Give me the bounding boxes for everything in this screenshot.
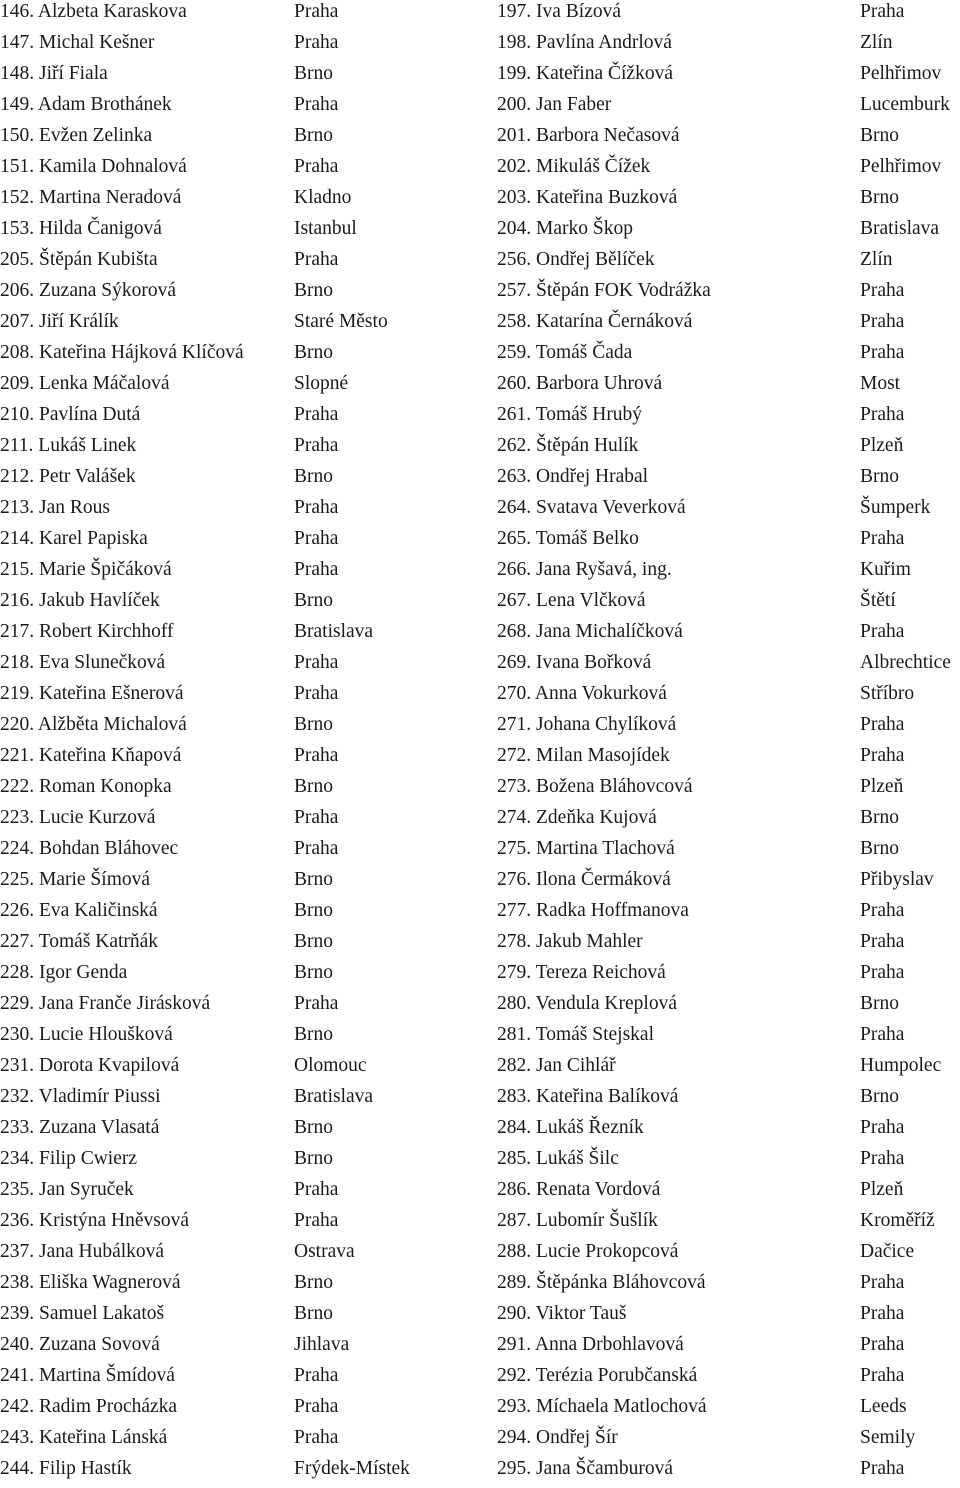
person-name: 257. Štěpán FOK Vodrážka — [497, 280, 711, 301]
person-name: 148. Jiří Fiala — [0, 63, 108, 84]
person-name: 238. Eliška Wagnerová — [0, 1272, 181, 1293]
person-city: Praha — [860, 962, 905, 983]
person-city: Pelhřimov — [860, 156, 942, 177]
person-city: Dačice — [860, 1241, 915, 1262]
person-city: Istanbul — [294, 218, 357, 239]
person-city: Brno — [294, 342, 333, 363]
person-name: 268. Jana Michalíčková — [497, 621, 683, 642]
person-city: Bratislava — [294, 1086, 374, 1107]
person-name: 150. Evžen Zelinka — [0, 125, 153, 146]
person-city: Praha — [294, 1, 339, 22]
person-name: 212. Petr Valášek — [0, 466, 136, 487]
person-name: 260. Barbora Uhrová — [497, 373, 663, 394]
person-name: 231. Dorota Kvapilová — [0, 1055, 180, 1076]
person-city: Praha — [860, 1458, 905, 1479]
person-name: 207. Jiří Králík — [0, 311, 119, 332]
person-name: 229. Jana Franče Jirásková — [0, 993, 211, 1014]
person-city: Praha — [860, 1272, 905, 1293]
person-name: 153. Hilda Čanigová — [0, 218, 162, 239]
person-city: Pelhřimov — [860, 63, 942, 84]
person-name: 282. Jan Cihlář — [497, 1055, 616, 1076]
person-city: Praha — [860, 1334, 905, 1355]
person-city: Brno — [294, 776, 333, 797]
person-city: Brno — [294, 125, 333, 146]
person-name: 197. Iva Bízová — [497, 1, 622, 22]
person-name: 213. Jan Rous — [0, 497, 110, 518]
person-name: 280. Vendula Kreplová — [497, 993, 677, 1014]
person-city: Praha — [860, 1303, 905, 1324]
person-city: Slopné — [294, 373, 349, 394]
person-name: 205. Štěpán Kubišta — [0, 249, 158, 270]
person-name: 259. Tomáš Čada — [497, 342, 633, 363]
person-name: 209. Lenka Máčalová — [0, 373, 170, 394]
person-name: 234. Filip Cwierz — [0, 1148, 138, 1169]
person-city: Praha — [294, 1210, 339, 1231]
person-name: 215. Marie Špičáková — [0, 559, 172, 580]
person-city: Brno — [294, 1024, 333, 1045]
person-name: 221. Kateřina Kňapová — [0, 745, 182, 766]
person-name: 271. Johana Chylíková — [497, 714, 677, 735]
person-city: Šumperk — [860, 497, 931, 518]
person-name: 288. Lucie Prokopcová — [497, 1241, 679, 1262]
person-city: Štětí — [860, 590, 896, 611]
person-city: Brno — [294, 1303, 333, 1324]
person-name: 275. Martina Tlachová — [497, 838, 675, 859]
person-name: 281. Tomáš Stejskal — [497, 1024, 654, 1045]
person-name: 202. Mikuláš Čížek — [497, 156, 651, 177]
person-city: Brno — [294, 1148, 333, 1169]
person-city: Praha — [294, 683, 339, 704]
person-city: Frýdek-Místek — [294, 1458, 410, 1479]
person-name: 210. Pavlína Dutá — [0, 404, 141, 425]
person-name: 242. Radim Procházka — [0, 1396, 178, 1417]
person-name: 278. Jakub Mahler — [497, 931, 643, 952]
person-city: Praha — [860, 1148, 905, 1169]
person-city: Bratislava — [294, 621, 374, 642]
person-city: Zlín — [860, 249, 893, 270]
person-city: Praha — [294, 497, 339, 518]
person-city: Praha — [294, 156, 339, 177]
person-city: Praha — [294, 838, 339, 859]
person-name: 152. Martina Neradová — [0, 187, 182, 208]
person-city: Praha — [294, 993, 339, 1014]
person-name: 228. Igor Genda — [0, 962, 128, 983]
person-name: 216. Jakub Havlíček — [0, 590, 160, 611]
person-city: Brno — [860, 807, 899, 828]
person-name: 295. Jana Ščamburová — [497, 1458, 673, 1479]
person-city: Praha — [860, 931, 905, 952]
person-city: Brno — [294, 1272, 333, 1293]
person-city: Praha — [860, 280, 905, 301]
person-name: 206. Zuzana Sýkorová — [0, 280, 176, 301]
person-city: Brno — [294, 869, 333, 890]
person-city: Brno — [860, 1086, 899, 1107]
person-city: Brno — [294, 280, 333, 301]
person-city: Staré Město — [294, 311, 388, 332]
person-name: 265. Tomáš Belko — [497, 528, 639, 549]
person-city: Brno — [294, 714, 333, 735]
person-city: Praha — [294, 32, 339, 53]
person-name: 279. Tereza Reichová — [497, 962, 666, 983]
person-city: Brno — [860, 187, 899, 208]
person-city: Brno — [860, 125, 899, 146]
person-city: Praha — [294, 1396, 339, 1417]
person-name: 151. Kamila Dohnalová — [0, 156, 187, 177]
person-city: Most — [860, 373, 901, 394]
person-city: Praha — [294, 404, 339, 425]
person-city: Kroměříž — [860, 1210, 935, 1231]
person-city: Leeds — [860, 1396, 907, 1417]
person-name: 220. Alžběta Michalová — [0, 714, 187, 735]
person-city: Praha — [294, 1179, 339, 1200]
person-name: 198. Pavlína Andrlová — [497, 32, 672, 53]
person-name: 146. Alzbeta Karaskova — [0, 1, 187, 22]
person-city: Kuřim — [860, 559, 911, 580]
person-name: 286. Renata Vordová — [497, 1179, 661, 1200]
person-city: Brno — [294, 931, 333, 952]
person-name: 284. Lukáš Řezník — [497, 1117, 644, 1138]
person-name: 264. Svatava Veverková — [497, 497, 686, 518]
person-name: 287. Lubomír Šušlík — [497, 1210, 658, 1231]
person-name: 241. Martina Šmídová — [0, 1365, 175, 1386]
person-name: 261. Tomáš Hrubý — [497, 404, 643, 425]
person-city: Praha — [860, 1117, 905, 1138]
person-city: Praha — [294, 528, 339, 549]
person-city: Praha — [860, 311, 905, 332]
person-city: Bratislava — [860, 218, 940, 239]
person-name: 273. Božena Bláhovcová — [497, 776, 693, 797]
person-name: 266. Jana Ryšavá, ing. — [497, 559, 672, 580]
person-name: 208. Kateřina Hájková Klíčová — [0, 342, 244, 363]
person-city: Albrechtice — [860, 652, 951, 673]
person-city: Praha — [860, 1, 905, 22]
person-name: 239. Samuel Lakatoš — [0, 1303, 165, 1324]
person-city: Praha — [294, 1427, 339, 1448]
person-city: Plzeň — [860, 776, 904, 797]
person-city: Praha — [860, 745, 905, 766]
person-name: 219. Kateřina Ešnerová — [0, 683, 184, 704]
person-name: 214. Karel Papiska — [0, 528, 148, 549]
person-city: Brno — [294, 466, 333, 487]
person-name: 263. Ondřej Hrabal — [497, 466, 649, 487]
person-name: 237. Jana Hubálková — [0, 1241, 165, 1262]
person-name: 289. Štěpánka Bláhovcová — [497, 1272, 706, 1293]
person-city: Humpolec — [860, 1055, 942, 1076]
person-city: Stříbro — [860, 683, 915, 704]
person-name: 235. Jan Syruček — [0, 1179, 134, 1200]
person-city: Kladno — [294, 187, 352, 208]
person-city: Brno — [860, 993, 899, 1014]
person-name: 201. Barbora Nečasová — [497, 125, 680, 146]
person-name: 224. Bohdan Bláhovec — [0, 838, 179, 859]
person-city: Praha — [860, 621, 905, 642]
person-name: 283. Kateřina Balíková — [497, 1086, 679, 1107]
person-city: Brno — [294, 900, 333, 921]
person-city: Jihlava — [294, 1334, 350, 1355]
person-name: 291. Anna Drbohlavová — [497, 1334, 684, 1355]
person-name: 256. Ondřej Bělíček — [497, 249, 655, 270]
person-name: 147. Michal Kešner — [0, 32, 155, 53]
person-city: Praha — [294, 745, 339, 766]
person-city: Praha — [294, 807, 339, 828]
person-name: 262. Štěpán Hulík — [497, 435, 639, 456]
person-city: Zlín — [860, 32, 893, 53]
person-city: Semily — [860, 1427, 916, 1448]
person-city: Brno — [294, 63, 333, 84]
person-name: 233. Zuzana Vlasatá — [0, 1117, 160, 1138]
person-city: Praha — [860, 1024, 905, 1045]
person-name: 211. Lukáš Linek — [0, 435, 137, 456]
person-name: 244. Filip Hastík — [0, 1458, 132, 1479]
person-city: Praha — [294, 652, 339, 673]
person-name: 200. Jan Faber — [497, 94, 612, 115]
person-city: Praha — [294, 94, 339, 115]
person-city: Přibyslav — [860, 869, 934, 890]
person-name: 274. Zdeňka Kujová — [497, 807, 657, 828]
person-name: 226. Eva Kaličinská — [0, 900, 158, 921]
person-name: 258. Katarína Černáková — [497, 311, 693, 332]
person-city: Brno — [294, 1117, 333, 1138]
person-city: Brno — [860, 838, 899, 859]
person-name: 204. Marko Škop — [497, 218, 633, 239]
person-city: Plzeň — [860, 435, 904, 456]
person-city: Praha — [860, 900, 905, 921]
person-city: Plzeň — [860, 1179, 904, 1200]
person-city: Ostrava — [294, 1241, 355, 1262]
person-name: 223. Lucie Kurzová — [0, 807, 156, 828]
person-city: Brno — [860, 466, 899, 487]
person-name: 232. Vladimír Piussi — [0, 1086, 161, 1107]
person-city: Praha — [860, 528, 905, 549]
person-name: 230. Lucie Hloušková — [0, 1024, 173, 1045]
person-city: Praha — [294, 249, 339, 270]
person-name: 218. Eva Slunečková — [0, 652, 166, 673]
person-city: Olomouc — [294, 1055, 367, 1076]
person-city: Praha — [294, 1365, 339, 1386]
person-name: 217. Robert Kirchhoff — [0, 621, 174, 642]
person-name: 292. Terézia Porubčanská — [497, 1365, 698, 1386]
person-name: 272. Milan Masojídek — [497, 745, 670, 766]
person-name: 236. Kristýna Hněvsová — [0, 1210, 190, 1231]
person-city: Praha — [294, 559, 339, 580]
person-city: Praha — [860, 404, 905, 425]
person-name: 203. Kateřina Buzková — [497, 187, 678, 208]
person-name: 294. Ondřej Šír — [497, 1427, 618, 1448]
person-name: 277. Radka Hoffmanova — [497, 900, 689, 921]
person-city: Brno — [294, 962, 333, 983]
person-city: Brno — [294, 590, 333, 611]
person-city: Lucemburk — [860, 94, 950, 115]
person-city: Praha — [294, 435, 339, 456]
person-name: 293. Míchaela Matlochová — [497, 1396, 707, 1417]
person-name: 267. Lena Vlčková — [497, 590, 646, 611]
person-city: Praha — [860, 714, 905, 735]
person-name: 222. Roman Konopka — [0, 776, 172, 797]
person-name: 276. Ilona Čermáková — [497, 869, 671, 890]
person-name: 149. Adam Brothánek — [0, 94, 172, 115]
person-name: 269. Ivana Bořková — [497, 652, 652, 673]
person-name: 290. Viktor Tauš — [497, 1303, 627, 1324]
person-name: 227. Tomáš Katrňák — [0, 931, 159, 952]
person-city: Praha — [860, 1365, 905, 1386]
person-name: 270. Anna Vokurková — [497, 683, 667, 704]
person-name: 240. Zuzana Sovová — [0, 1334, 160, 1355]
person-name: 285. Lukáš Šilc — [497, 1148, 619, 1169]
person-name: 225. Marie Šímová — [0, 869, 151, 890]
person-city: Praha — [860, 342, 905, 363]
person-name: 199. Kateřina Čížková — [497, 63, 673, 84]
person-name: 243. Kateřina Lánská — [0, 1427, 168, 1448]
